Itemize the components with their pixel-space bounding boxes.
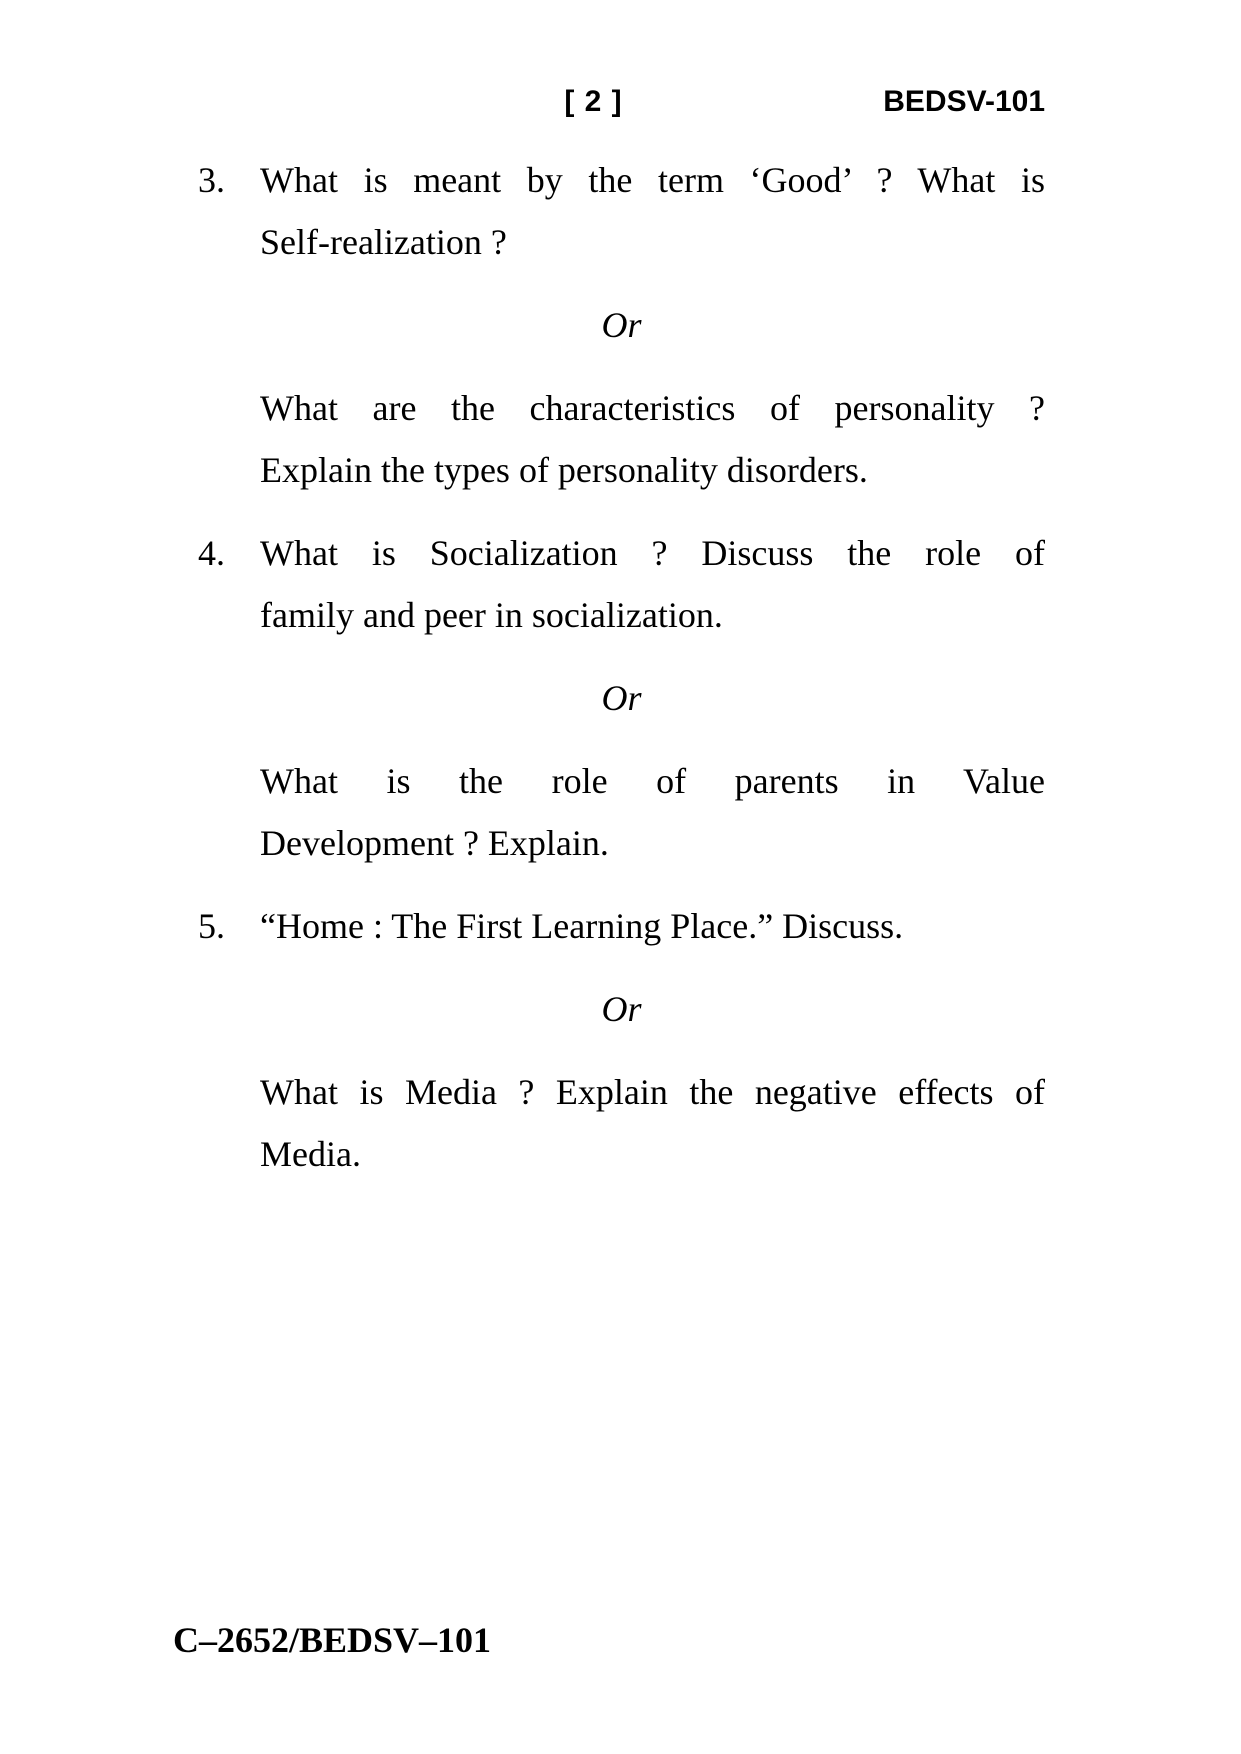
question-3-line-2: Self-realization ?	[260, 222, 507, 262]
page-header	[198, 82, 1045, 122]
question-5-alt-line-2: Media.	[260, 1134, 361, 1174]
question-5	[198, 895, 1045, 957]
question-5-alt-line-1: What is Media ? Explain the negative effects of	[260, 1072, 1045, 1112]
question-5-text	[260, 895, 1045, 957]
or-separator-3: Or	[601, 989, 642, 1029]
question-4-alt-line-2: Development ? Explain.	[260, 823, 609, 863]
question-5-alternative	[198, 1061, 1045, 1185]
question-3-alt-line-2: Explain the types of personality disorders.	[260, 450, 868, 490]
question-4-alternative	[198, 750, 1045, 874]
question-4	[198, 522, 1045, 646]
or-separator-1: Or	[601, 305, 642, 345]
question-4-alt-line-1: What is the role of parents in Value	[260, 761, 1045, 801]
question-4-line-1: What is Socialization ? Discuss the role of	[260, 533, 1045, 573]
page-number: [ 2 ]	[564, 85, 623, 118]
question-5-line-1: “Home : The First Learning Place.” Discuss.	[260, 906, 904, 946]
question-3-number: 3.	[198, 160, 225, 200]
or-separator-2: Or	[601, 678, 642, 718]
footer-paper-code: C–2652/BEDSV–101	[173, 1620, 492, 1660]
question-4-number: 4.	[198, 533, 225, 573]
question-4-alt-text	[260, 750, 1045, 874]
question-5-number: 5.	[198, 906, 225, 946]
question-3-text	[260, 149, 1045, 273]
question-3	[198, 149, 1045, 273]
question-3-alt-text	[260, 377, 1045, 501]
question-3-line-1: What is meant by the term ‘Good’ ? What is	[260, 160, 1045, 200]
paper-code: BEDSV-101	[883, 85, 1045, 118]
question-5-alt-text	[260, 1061, 1045, 1185]
question-4-line-2: family and peer in socialization.	[260, 595, 723, 635]
question-3-alt-line-1: What are the characteristics of personality ?	[260, 388, 1045, 428]
questions-section	[198, 149, 1045, 1206]
question-3-alternative	[198, 377, 1045, 501]
question-4-text	[260, 522, 1045, 646]
